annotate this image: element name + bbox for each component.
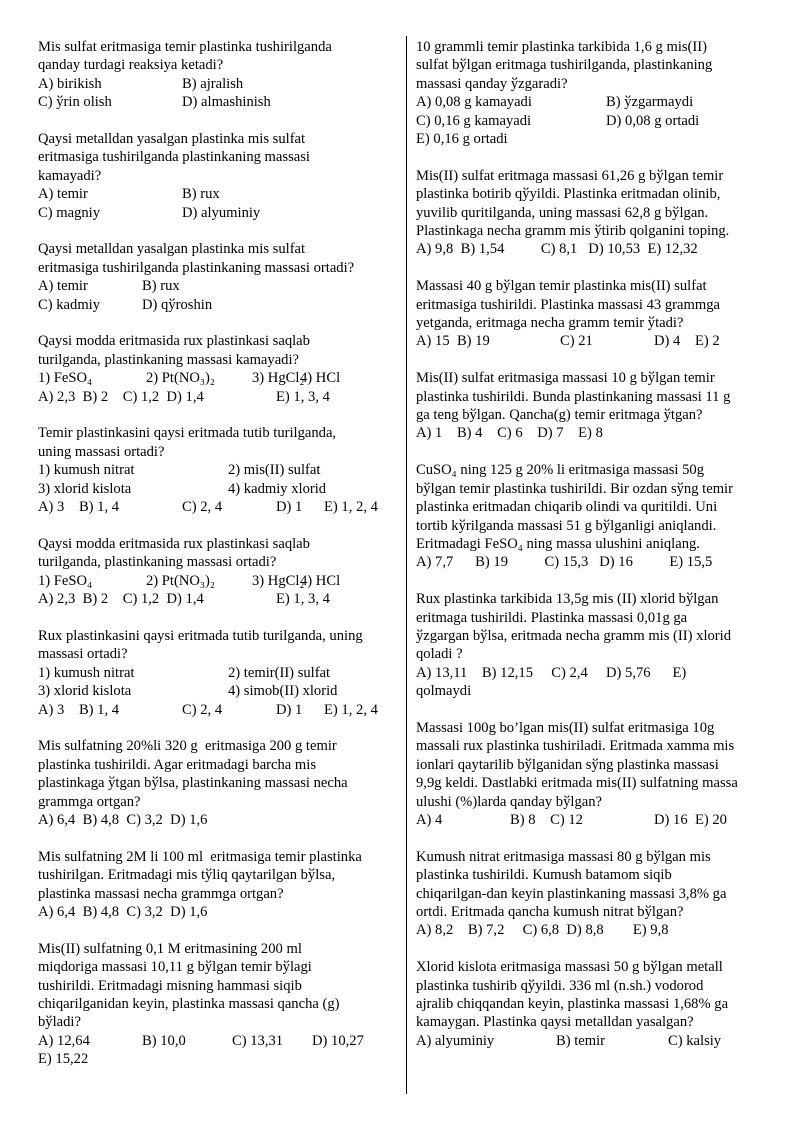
question-text-line: Massasi 100g bo’lgan mis(II) sulfat eritmasiga 10g [416,719,715,736]
question-text-line: sulfat bўlgan eritmaga tushirilganda, plastinkaning [416,57,713,74]
question-text-line: A) 7,7 B) 19 C) 15,3 D) 16 E) 15,5 [416,554,713,571]
answer-options-row [416,332,776,350]
question-q16 [416,590,776,700]
question-q8 [38,737,400,829]
question-text-line: Mis sulfat eritmasiga temir plastinka tushirilganda [38,39,332,55]
answer-option: A) 3 B) 1, 4 [38,701,120,718]
answer-options-row [416,93,776,111]
answer-option: B) rux [142,278,180,295]
answer-option: C) 2, 4 [182,701,223,718]
question-text-line: Massasi 40 g bўlgan temir plastinka mis(II) sulfat [416,278,707,295]
question-q11 [416,38,776,148]
answer-option: B) temir [556,1032,606,1049]
answer-option: D) alyuminiy [182,204,261,221]
answer-option: A) 12,64 [38,1032,90,1049]
question-text-line: tushirildi. Eritmadagi misning hammasi siqib [38,977,302,994]
answer-option: A) birikish [38,75,102,92]
answer-option: A) alyuminiy [416,1032,495,1049]
question-text-line: eritmasiga tushirilganda plastinkaning massasi ortadi? [38,259,355,276]
answer-option: 2) Pt(NO₃)₂ [146,370,215,387]
question-text-line: Qaysi modda eritmasida rux plastinkasi saqlab [38,535,310,552]
answer-option: 1) kumush nitrat [38,462,135,479]
question-text-line: Mis sulfatning 20%li 320 g eritmasiga 200 g temir [38,738,337,755]
answer-options-row [38,664,400,682]
question-text-line: yuvilib quritilganda, uning massasi 62,8 g bўlgan. [416,204,709,221]
question-text-line: Qaysi metalldan yasalgan plastinka mis sulfat [38,241,306,258]
question-q5 [38,424,400,516]
question-text-line: Rux plastinka tarkibida 13,5g mis (II) xlorid bўlgan [416,591,719,608]
answer-options-row [416,130,776,148]
question-text-line: A) 1 B) 4 C) 6 D) 7 E) 8 [416,425,603,442]
question-text-line: plastinka eritmadan chiqarib olindi va quritildi. Uni [416,499,718,516]
answer-option: E) 1, 3, 4 [276,388,330,405]
question-text-line: kamayadi? [38,167,102,184]
answer-option: D) 1 [276,701,303,718]
question-text-line: turilganda, plastinkaning massasi kamayadi? [38,351,299,368]
answer-options-row [38,277,400,295]
answer-options-row [416,1032,776,1050]
left-column [38,38,400,1087]
answer-option: A) temir [38,186,88,203]
question-text-line: Eritmadagi FeSO₄ ning massa ulushini aniqlang. [416,535,700,552]
question-q3 [38,240,400,314]
question-text-line: Qaysi modda eritmasida rux plastinkasi saqlab [38,333,310,350]
answer-option: 1) FeSO₄ [38,572,93,589]
answer-option: B) rux [182,186,220,203]
question-text-line: qolmaydi [416,683,472,700]
answer-option: E) 0,16 g ortadi [416,131,508,148]
answer-option: E) 1, 3, 4 [276,591,330,608]
question-text-line: massasi ortadi? [38,646,128,663]
answer-option: D) almashinish [182,94,271,111]
question-q15 [416,461,776,571]
question-text-line: ortdi. Eritmada qancha kumush nitrat bўlgan? [416,903,684,920]
answer-option: C) 21 [560,333,593,350]
answer-options-row [38,369,400,387]
answer-option: A) 0,08 g kamayadi [416,94,532,111]
question-text-line: Qaysi metalldan yasalgan plastinka mis sulfat [38,131,306,148]
answer-options-row [38,204,400,222]
question-text-line: A) 9,8 B) 1,54 C) 8,1 D) 10,53 E) 12,32 [416,241,698,258]
question-text-line: eritmasiga tushirilganda plastinkaning massasi [38,149,310,166]
answer-option: B) 10,0 [142,1032,186,1049]
question-text-line: 9,9g keldi. Dastlabki eritmada mis(II) sulfatning massa [416,775,738,792]
answer-option: A) temir [38,278,88,295]
question-text-line: A) 13,11 B) 12,15 C) 2,4 D) 5,76 E) [416,664,687,681]
question-text-line: 10 grammli temir plastinka tarkibida 1,6 g mis(II) [416,39,707,55]
answer-option: 2) mis(II) sulfat [228,462,321,479]
answer-options-row [38,701,400,719]
answer-option: 3) xlorid kislota [38,683,132,700]
answer-option: B) ajralish [182,75,244,92]
answer-option: 3) xlorid kislota [38,480,132,497]
answer-option: D) 10,27 [312,1032,364,1049]
question-text-line: plastinkaga ўtgan bўlsa, plastinkaning massasi necha [38,775,348,792]
question-text-line: Xlorid kislota eritmasiga massasi 50 g bўlgan metall [416,959,723,976]
question-text-line: plastinka botirib qўyildi. Plastinka eritmadan olinib, [416,186,721,203]
question-text-line: chiqarilganidan keyin, plastinka massasi qancha (g) [38,995,340,1012]
answer-option: B) ўzgarmaydi [606,94,694,111]
answer-option: 3) HgCl₂ [252,370,305,387]
question-text-line: plastinka tushirildi. Bunda plastinkaning massasi 11 g [416,388,731,405]
question-text-line: qoladi ? [416,646,463,663]
question-text-line: Temir plastinkasini qaysi eritmada tutib turilganda, [38,425,337,442]
question-q9 [38,848,400,922]
right-column [416,38,776,1069]
answer-option: B) 8 C) 12 [510,811,583,828]
answer-option: C) magniy [38,204,101,221]
question-text-line: eritmasiga tushirildi. Plastinka massasi 43 grammga [416,296,720,313]
question-text-line: Mis(II) sulfatning 0,1 M eritmasining 200 ml [38,940,302,957]
answer-option: A) 3 B) 1, 4 [38,499,120,516]
question-q4 [38,332,400,406]
answer-option: A) 15 B) 19 [416,333,490,350]
answer-options-row [38,185,400,203]
answer-option: E) 1, 2, 4 [324,701,378,718]
question-text-line: bўlgan temir plastinka tushirildi. Bir ozdan sўng temir [416,480,733,497]
question-q6 [38,535,400,609]
answer-options-row [38,296,400,314]
answer-option: C) 0,16 g kamayadi [416,112,532,129]
answer-option: D) 16 E) 20 [654,811,727,828]
answer-option: D) 1 [276,499,303,516]
question-text-line: Mis sulfatning 2M li 100 ml eritmasiga temir plastinka [38,848,362,865]
question-text-line: plastinka tushirildi. Agar eritmadagi barcha mis [38,756,317,773]
answer-option: A) 2,3 B) 2 C) 1,2 D) 1,4 [38,388,204,405]
answer-option: 1) kumush nitrat [38,664,135,681]
answer-options-row [416,112,776,130]
question-q10 [38,940,400,1069]
question-text-line: Plastinkaga necha gramm mis ўtirib qolganini toping. [416,223,730,240]
answer-options-row [38,93,400,111]
answer-option: 2) Pt(NO₃)₂ [146,572,215,589]
question-text-line: turilganda, plastinkaning massasi ortadi? [38,554,277,571]
question-text-line: Kumush nitrat eritmasiga massasi 80 g bўlgan mis [416,848,711,865]
question-text-line: tushirilgan. Eritmadagi mis tўliq qaytarilgan bўlsa, [38,867,336,884]
answer-option: C) 2, 4 [182,499,223,516]
answer-options-row [38,498,400,516]
answer-option: C) 13,31 [232,1032,284,1049]
answer-options-row [38,572,400,590]
question-q13 [416,277,776,351]
answer-option: C) kadmiy [38,296,101,313]
question-text-line: ўzgargan bўlsa, eritmada necha gramm mis (II) xlorid [416,627,732,644]
answer-option: 4) HCl [300,572,341,589]
question-text-line: tortib kўrilganda massasi 51 g bўlganligi aniqlandi. [416,517,717,534]
question-text-line: plastinka tushirildi. Kumush batamom siqib [416,867,672,884]
question-q17 [416,719,776,829]
question-text-line: Mis(II) sulfat eritmasiga massasi 10 g bўlgan temir [416,370,715,387]
question-q18 [416,848,776,940]
answer-option: C) kalsiy [668,1032,722,1049]
question-text-line: ionlari qaytarilib bўlganidan sўng plastinka massasi [416,756,719,773]
answer-option: 4) kadmiy xlorid [228,480,327,497]
answer-option: E) 15,22 [38,1051,89,1068]
question-text-line: A) 8,2 B) 7,2 C) 6,8 D) 8,8 E) 9,8 [416,922,669,939]
question-text-line: Rux plastinkasini qaysi eritmada tutib turilganda, uning [38,627,363,644]
answer-options-row [416,811,776,829]
question-text-line: kamaygan. Plastinka qaysi metalldan yasalgan? [416,1014,694,1031]
question-text-line: A) 6,4 B) 4,8 C) 3,2 D) 1,6 [38,903,208,920]
answer-options-row [38,388,400,406]
answer-options-row [38,1050,400,1068]
question-text-line: plastinka massasi necha grammga ortgan? [38,885,284,902]
answer-option: 1) FeSO₄ [38,370,93,387]
question-text-line: yetganda, eritmaga necha gramm temir ўtadi? [416,315,684,332]
answer-option: A) 2,3 B) 2 C) 1,2 D) 1,4 [38,591,204,608]
answer-options-row [38,75,400,93]
question-text-line: ga teng bўlgan. Qancha(g) temir eritmaga ўtgan? [416,407,703,424]
question-text-line: CuSO₄ ning 125 g 20% li eritmasiga massasi 50g [416,462,705,479]
question-q19 [416,958,776,1050]
answer-option: A) 4 [416,811,443,828]
column-divider [406,36,407,1094]
question-text-line: uning massasi ortadi? [38,443,165,460]
answer-option: C) ўrin olish [38,94,112,111]
answer-options-row [38,590,400,608]
answer-option: E) 1, 2, 4 [324,499,378,516]
question-text-line: ajralib chiqqandan keyin, plastinka massasi 1,68% ga [416,996,729,1012]
answer-option: D) qўroshin [142,296,213,313]
question-q7 [38,627,400,719]
question-q12 [416,167,776,259]
question-text-line: A) 6,4 B) 4,8 C) 3,2 D) 1,6 [38,811,208,828]
question-text-line: massasi qanday ўzgaradi? [416,75,568,92]
question-text-line: bўladi? [38,1014,81,1031]
answer-options-row [38,1032,400,1050]
question-text-line: massali rux plastinka tushiriladi. Eritmada xamma mis [416,738,735,755]
question-text-line: plastinka tushirib qўyildi. 336 ml (n.sh.) vodorod [416,977,704,994]
question-q1 [38,38,400,112]
answer-option: D) 4 E) 2 [654,333,720,350]
answer-option: D) 0,08 g ortadi [606,112,700,129]
answer-options-row [38,682,400,700]
question-text-line: grammga ortgan? [38,793,141,810]
question-text-line: eritmaga tushirildi. Plastinka massasi 0,01g ga [416,609,688,626]
answer-option: 4) HCl [300,370,341,387]
answer-options-row [38,480,400,498]
question-text-line: Mis(II) sulfat eritmaga massasi 61,26 g bўlgan temir [416,167,724,184]
question-text-line: ulushi (%)larda qanday bўlgan? [416,793,603,810]
answer-options-row [38,461,400,479]
question-q14 [416,369,776,443]
question-q2 [38,130,400,222]
question-text-line: chiqarilgan-dan keyin plastinkaning massasi 3,8% ga [416,885,727,902]
question-text-line: miqdoriga massasi 10,11 g bўlgan temir bўlagi [38,959,312,976]
answer-option: 4) simob(II) xlorid [228,683,338,700]
question-text-line: qanday turdagi reaksiya ketadi? [38,57,224,74]
answer-option: 2) temir(II) sulfat [228,664,331,681]
answer-option: 3) HgCl₂ [252,572,305,589]
